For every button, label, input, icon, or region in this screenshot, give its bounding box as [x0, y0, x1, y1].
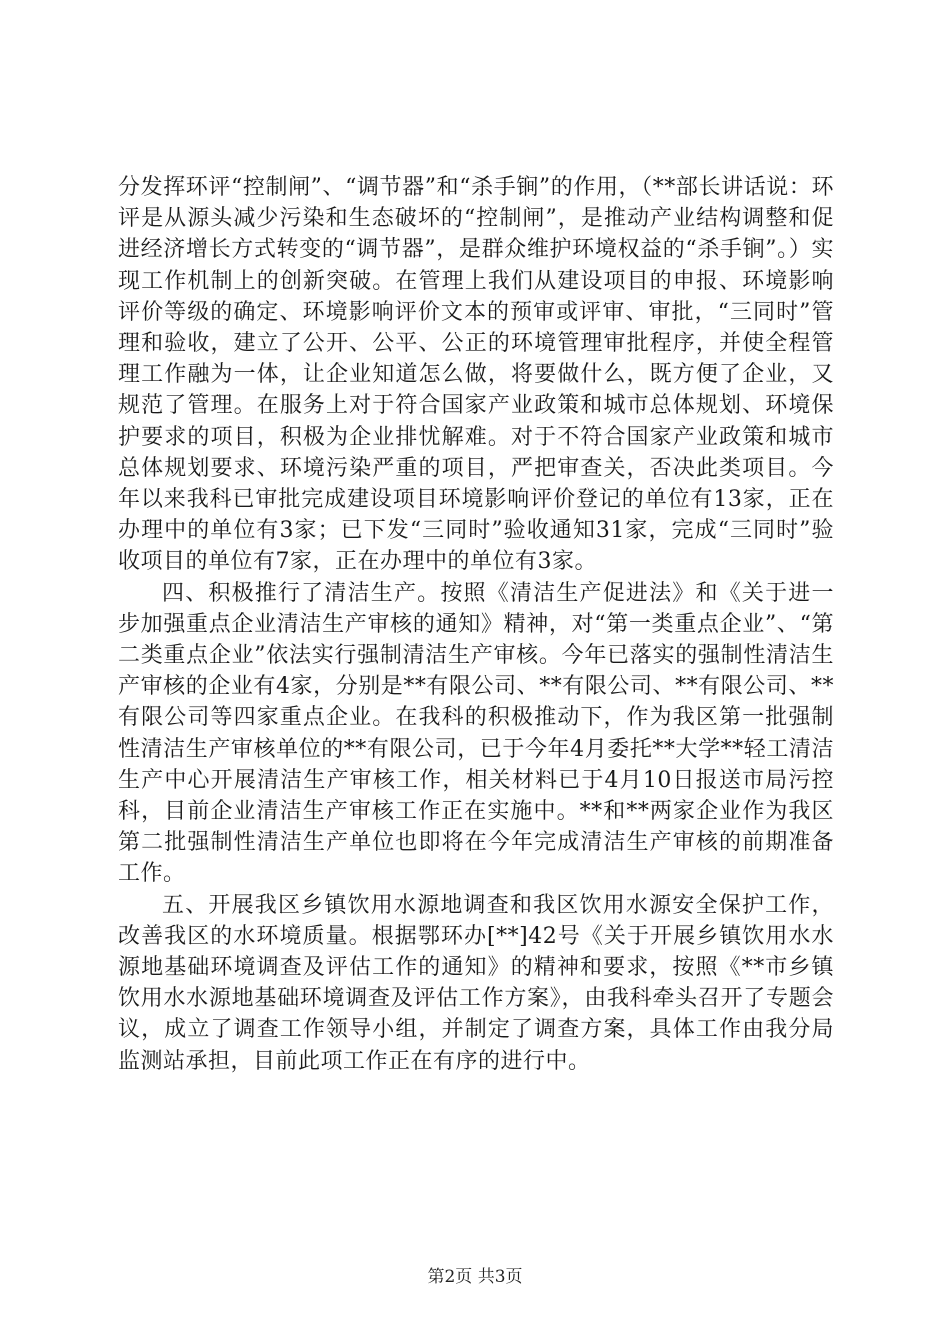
- document-body: [118, 172, 834, 1077]
- paragraph-continuation: 分发挥环评“控制闸”、“调节器”和“杀手锏”的作用，（**部长讲话说：环评是从源头减少污染和生态破坏的“控制闸”，是推动产业结构调整和促进经济增长方式转变的“调节器”，是群众维护环境权益的“杀手锏”。）实现工作机制上的创新突破。在管理上我们从建设项目的申报、环境影响评价等级的确定、环境影响评价文本的预审或评审、审批，“三同时”管理和验收，建立了公开、公平、公正的环境管理审批程序，并使全程管理工作融为一体，让企业知道怎么做，将要做什么，既方便了企业，又规范了管理。在服务上对于符合国家产业政策和城市总体规划、环境保护要求的项目，积极为企业排忧解难。对于不符合国家产业政策和城市总体规划要求、环境污染严重的项目，严把审查关，否决此类项目。今年以来我科已审批完成建设项目环境影响评价登记的单位有13家，正在办理中的单位有3家；已下发“三同时”验收通知31家，完成“三同时”验收项目的单位有7家，正在办理中的单位有3家。: [118, 175, 834, 575]
- page-footer: 第2页 共3页: [427, 1267, 523, 1287]
- paragraph-section-four: 四、积极推行了清洁生产。按照《清洁生产促进法》和《关于进一步加强重点企业清洁生产审核的通知》精神，对“第一类重点企业”、“第二类重点企业”依法实行强制清洁生产审核。今年已落实的强制性清洁生产审核的企业有4家，分别是**有限公司、**有限公司、**有限公司、**有限公司等四家重点企业。在我科的积极推动下，作为我区第一批强制性清洁生产审核单位的**有限公司，已于今年4月委托**大学**轻工清洁生产中心开展清洁生产审核工作，相关材料已于4月10日报送市局污控科，目前企业清洁生产审核工作正在实施中。**和**两家企业作为我区第二批强制性清洁生产单位也即将在今年完成清洁生产审核的前期准备工作。: [118, 580, 834, 887]
- paragraph-section-five: 五、开展我区乡镇饮用水源地调查和我区饮用水源安全保护工作，改善我区的水环境质量。根据鄂环办[**]42号《关于开展乡镇饮用水水源地基础环境调查及评估工作的通知》的精神和要求，按照《**市乡镇饮用水水源地基础环境调查及评估工作方案》，由我科牵头召开了专题会议，成立了调查工作领导小组，并制定了调查方案，具体工作由我分局监测站承担，目前此项工作正在有序的进行中。: [118, 892, 834, 1074]
